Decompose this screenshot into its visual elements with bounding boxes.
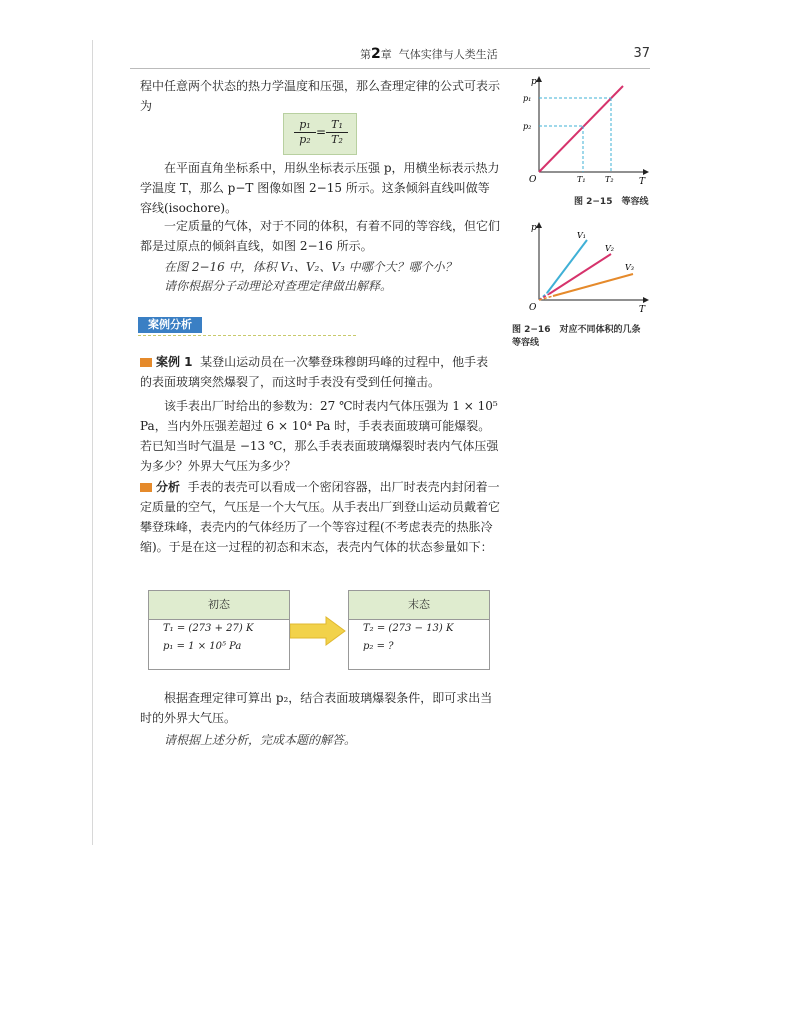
final-state-title: 末态	[349, 591, 489, 620]
formula-right-fraction	[326, 118, 348, 147]
formula-T1: T₁	[326, 118, 348, 133]
chapter-number: 2	[371, 46, 381, 62]
page-number: 37	[633, 46, 650, 61]
figure-2-16-caption-line1: 图 2−16 对应不同体积的几条	[512, 325, 641, 335]
margin-rule	[92, 40, 93, 845]
formula-equals: =	[316, 125, 327, 139]
fig15-p1-label: p₁	[523, 94, 532, 103]
fig15-axis-p-label: p	[531, 77, 537, 87]
transition-arrow-icon	[290, 616, 346, 646]
formula-p2: p₂	[299, 133, 311, 146]
chapter-suffix: 章	[380, 48, 392, 61]
initial-state-title: 初态	[149, 591, 289, 620]
final-state-box	[348, 590, 490, 670]
page-header	[130, 44, 650, 66]
analysis-marker-icon	[140, 483, 152, 492]
question-explain: 请你根据分子动理论对查理定律做出解释。	[164, 279, 393, 293]
paragraph-instruction: 请根据上述分析，完成本题的解答。	[164, 733, 357, 747]
fig16-v2-label: V₂	[605, 244, 614, 253]
fig15-isochore-line	[539, 86, 623, 172]
analysis-label: 分析	[156, 480, 181, 494]
case-1-paragraph	[140, 352, 500, 392]
fig15-T1-label: T₁	[577, 175, 586, 184]
chapter-title: 气体实律与人类生活	[398, 48, 498, 61]
fig16-v1-line	[547, 240, 587, 293]
fig16-origin-label: O	[529, 303, 537, 313]
case-parameters-paragraph: 该手表出厂时给出的参数为：27 ℃时表内气体压强为 1 × 10⁵ Pa，当内外压强差超过 6 × 10⁴ Pa 时，手表表面玻璃可能爆裂。若已知当时气温是 −13 ℃，那么手表表面玻璃爆裂时表内气体压强为多少？外界大气压为多少？	[140, 399, 499, 473]
fig15-origin-label: O	[529, 175, 537, 185]
paragraph-conclusion: 根据查理定律可算出 p₂，结合表面玻璃爆裂条件，即可求出当时的外界大气压。	[140, 691, 493, 725]
formula-p1: p₁	[294, 118, 316, 133]
paragraph-pt-graph: 在平面直角坐标系中，用纵坐标表示压强 p，用横坐标表示热力学温度 T，那么 p−T 图像如图 2−15 所示。这条倾斜直线叫做等容线(isochore)。	[140, 161, 500, 215]
final-temperature: T₂ = (273 − 13) K	[363, 623, 454, 634]
figure-2-16-isochores	[515, 222, 650, 314]
fig15-axis-T-label: T	[639, 177, 646, 186]
section-underline	[138, 335, 356, 337]
case-marker-icon	[140, 358, 152, 367]
figure-2-15-caption: 图 2−15 等容线	[574, 197, 649, 207]
fig15-t-arrow-icon	[643, 169, 649, 175]
header-divider	[130, 68, 650, 69]
fig16-p-arrow-icon	[536, 222, 542, 228]
chapter-prefix: 第	[360, 48, 371, 61]
fig16-t-arrow-icon	[643, 297, 649, 303]
initial-state-box	[148, 590, 290, 670]
fig15-T2-label: T₂	[605, 175, 614, 184]
figure-2-15-isochore	[515, 76, 650, 186]
analysis-paragraph	[140, 477, 500, 557]
fig16-axis-p-label: p	[531, 223, 537, 233]
fig16-v3-line	[553, 274, 633, 296]
initial-temperature: T₁ = (273 + 27) K	[163, 623, 254, 634]
fig15-p2-label: p₂	[523, 122, 532, 131]
initial-pressure: p₁ = 1 × 10⁵ Pa	[163, 641, 242, 652]
fig16-v3-label: V₃	[625, 263, 634, 272]
formula-left-fraction	[294, 118, 316, 147]
section-header-case-analysis	[138, 317, 356, 337]
final-pressure: p₂ = ?	[363, 641, 394, 652]
fig15-p-arrow-icon	[536, 76, 542, 82]
section-label: 案例分析	[138, 317, 202, 333]
case-label: 案例 1	[156, 355, 193, 369]
paragraph-isochores: 一定质量的气体，对于不同的体积，有着不同的等容线，但它们都是过原点的倾斜直线，如图 2−16 所示。	[140, 219, 501, 253]
question-volumes: 在图 2−16 中，体积 V₁、V₂、V₃ 中哪个大？哪个小？	[164, 260, 457, 274]
case-text: 某登山运动员在一次攀登珠穆朗玛峰的过程中，他手表的表面玻璃突然爆裂了，而这时手表没有受到任何撞击。	[140, 355, 489, 389]
chapter-heading	[360, 46, 498, 62]
fig16-v1-label: V₁	[577, 231, 586, 240]
figure-2-16-caption-line2: 等容线	[512, 338, 540, 348]
paragraph-intro: 程中任意两个状态的热力学温度和压强，那么查理定律的公式可表示为	[140, 79, 501, 113]
formula-T2: T₂	[331, 133, 343, 146]
charles-law-formula	[283, 113, 357, 155]
analysis-text: 手表的表壳可以看成一个密闭容器，出厂时表壳内封闭着一定质量的空气，气压是一个大气压。从手表出厂到登山运动员戴着它攀登珠峰，表壳内的气体经历了一个等容过程(不考虑表壳的热胀冷缩)。于是在这一过程的初态和末态，表壳内气体的状态参量如下：	[140, 480, 501, 554]
fig16-axis-T-label: T	[639, 305, 646, 314]
